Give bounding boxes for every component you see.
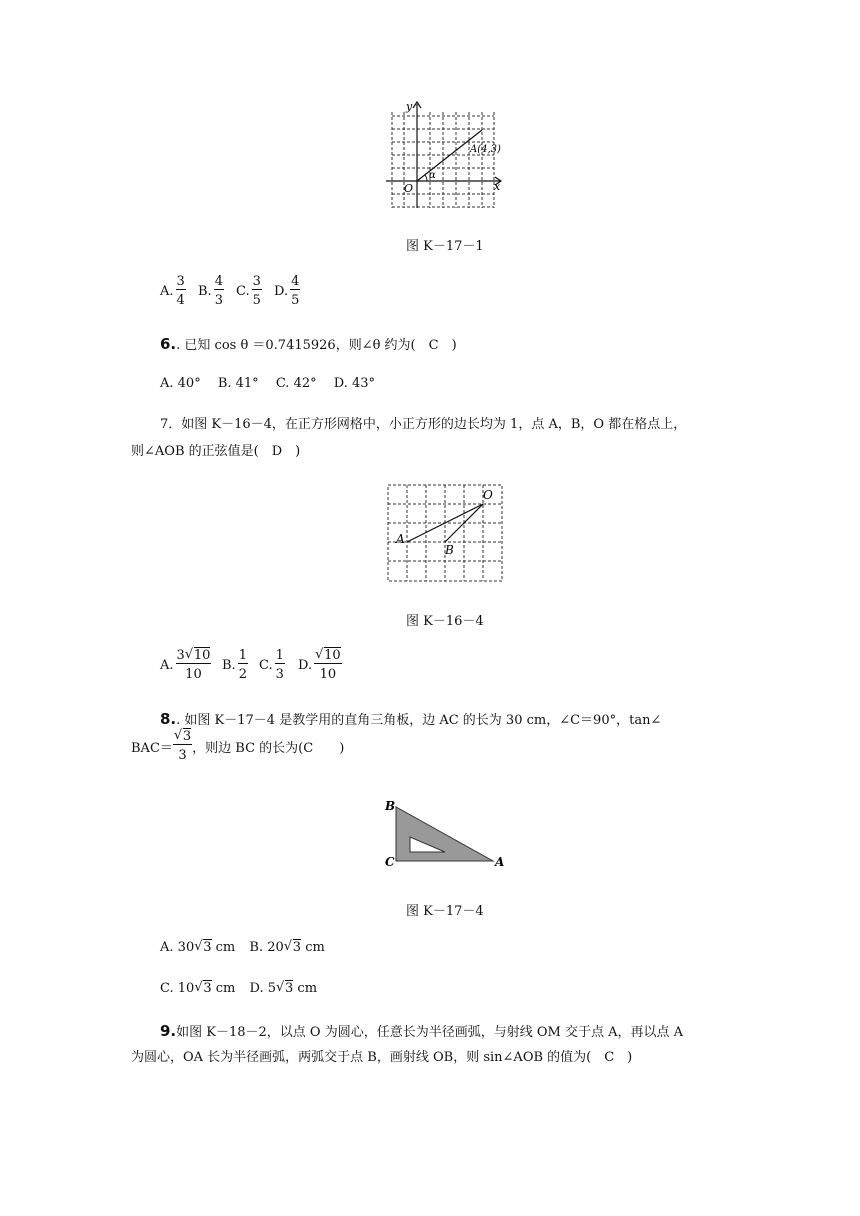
q6-options: A. 40° B. 41° C. 42° D. 43° [160,376,376,391]
figure3-label-b: B [385,799,396,813]
figure2-label-o: O [483,488,493,502]
q7-line1: 7．如图 K－16－4，在正方形网格中，小正方形的边长均为 1，点 A，B，O 都在格点上， [160,417,687,432]
q8-option-b: B. 20√ 3 cm [249,940,324,955]
figure-k16-4 [382,481,507,586]
q9-line1: 9.如图 K－18－2，以点 O 为圆心，任意长为半径画弧，与射线 OM 交于点 A，再以点 A [160,1022,683,1040]
q7-option-c: C. $\frac{1}{3}$ [259,648,284,682]
q5-option-c: C. $\frac{3}{5}$ [236,274,261,308]
figure1-y-label: y [406,100,413,113]
figure3-label-c: C [385,855,395,869]
figure1-origin-label: O [404,182,414,195]
figure3-caption: 图 K－17－4 [406,904,484,919]
figure2-label-b: B [445,543,454,557]
q7-option-d: D. √ $\frac{10}{10}$ [298,649,342,682]
figure-k17-1 [380,98,505,213]
q8-line2: BAC＝ √ $\frac{3}{3}$ ，则边 BC 的长为(C ) [131,730,344,763]
figure1-x-label: x [494,180,501,193]
q7-option-b: B. $\frac{1}{2}$ [222,648,247,682]
q8-option-d: D. 5√ 3 cm [249,981,317,996]
q8-number: 8. [160,710,177,728]
figure1-point-label: A(4,3) [470,144,501,155]
q5-option-d: D. $\frac{4}{5}$ [274,274,300,308]
figure1-alpha-label: α [429,170,436,181]
figure3-label-a: A [495,855,505,869]
q8-option-c: C. 10√ 3 cm [160,981,235,996]
q8-line1: 8.. 如图 K－17－4 是教学用的直角三角板，边 AC 的长为 30 cm，∠C＝90°，tan∠ [160,710,662,728]
figure2-label-a: A [396,532,405,546]
q7-option-a: A. $\frac{3√ 10}{10}$ [160,649,211,682]
q6-text: . 已知 cos θ ＝0.7415926，则∠θ 约为( C ) [176,338,457,353]
q8-options-row1 [160,940,325,955]
q6-number: 6. [160,335,177,353]
q9-number: 9. [160,1022,177,1040]
q8-options-row2 [160,981,317,996]
q6-stem [160,334,457,356]
q9-line2: 为圆心，OA 长为半径画弧，两弧交于点 B，画射线 OB，则 sin∠AOB 的值为( C ) [131,1050,633,1065]
q5-option-b: B. $\frac{4}{3}$ [198,274,223,308]
figure-k17-4 [380,795,510,875]
figure2-caption: 图 K－16－4 [406,614,484,629]
q8-fraction: √ $\frac{3}{3}$ [173,730,192,763]
figure1-caption: 图 K－17－1 [406,239,484,254]
q8-option-a: A. 30√ 3 cm [160,940,235,955]
q7-line2: 则∠AOB 的正弦值是( D ) [131,444,301,459]
q5-option-a: A. $\frac{3}{4}$ [160,274,185,308]
